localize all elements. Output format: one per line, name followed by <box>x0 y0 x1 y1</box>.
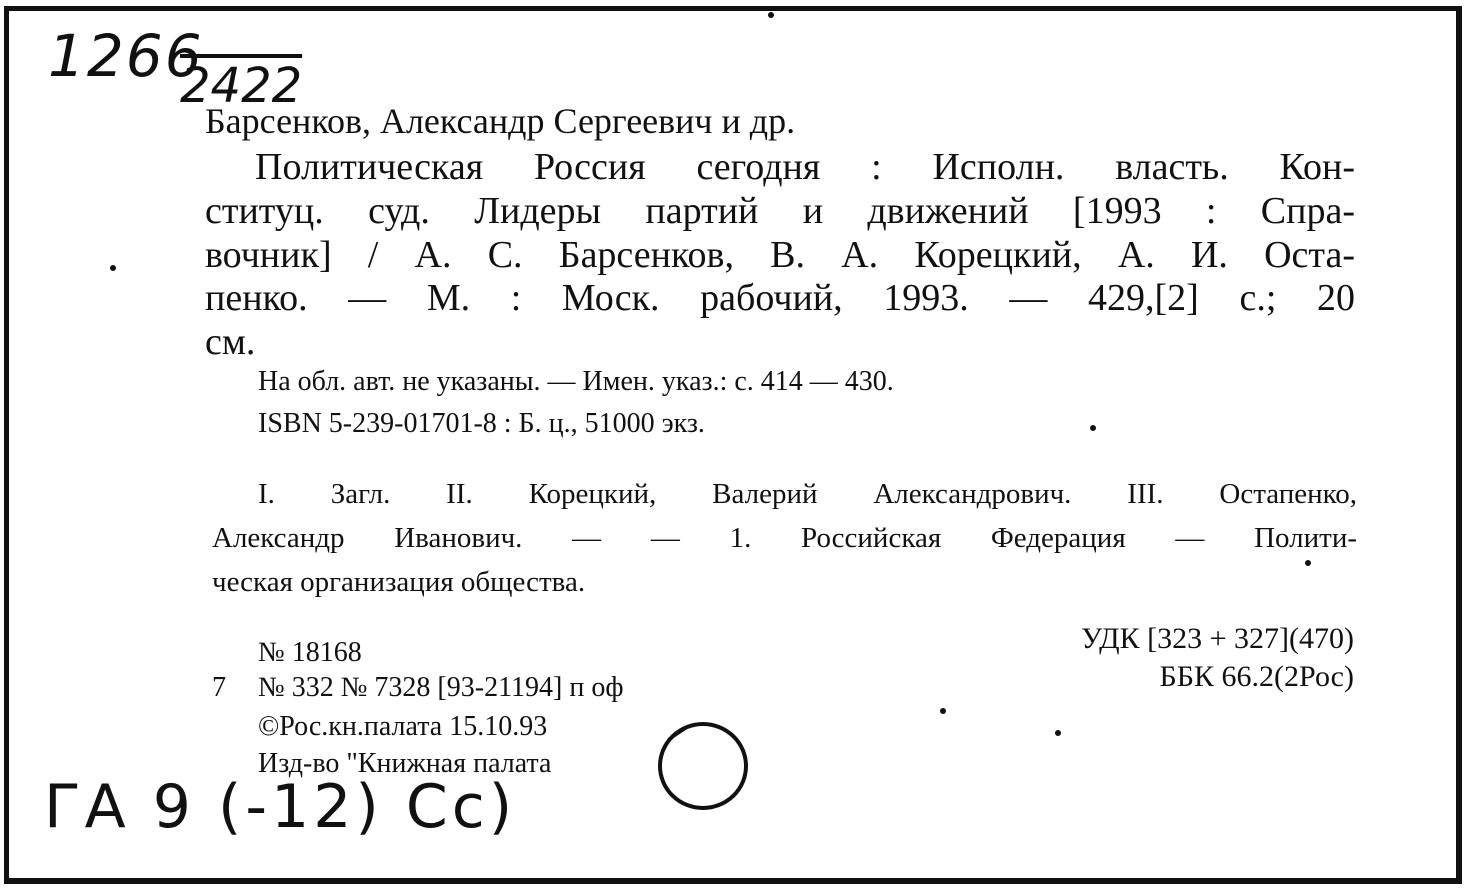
order-line: № 332 № 7328 [93-21194] п оф <box>258 672 624 703</box>
handwritten-sub-number: 2422 <box>180 58 303 114</box>
speck <box>768 12 774 18</box>
speck <box>940 708 946 714</box>
copyright-line: ©Рос.кн.палата 15.10.93 <box>258 711 548 742</box>
isbn-line: ISBN 5-239-01701-8 : Б. ц., 51000 экз. <box>258 408 705 439</box>
publisher-line: Изд-во "Книжная палата <box>258 748 552 779</box>
speck <box>1090 425 1096 431</box>
record-number: № 18168 <box>258 637 362 668</box>
author-heading: Барсенков, Александр Сергеевич и др. <box>205 101 796 141</box>
title-line-2: ституц. суд. Лидеры партий и движений [1993 : Спра- <box>205 190 1355 232</box>
subject-line-3: ческая организация общества. <box>212 566 586 598</box>
bbk-code: ББК 66.2(2Рос) <box>1159 660 1354 693</box>
speck <box>110 265 116 271</box>
title-line-4: пенко. — М. : Моск. рабочий, 1993. — 429,[2] с.; 20 <box>205 277 1355 319</box>
note-line: На обл. авт. не указаны. — Имен. указ.: с. 414 — 430. <box>258 366 894 397</box>
subject-line-1: I. Загл. II. Корецкий, Валерий Александрович. III. Остапенко, <box>258 478 1357 510</box>
title-line-3: вочник] / А. С. Барсенков, В. А. Корецкий, А. И. Оста- <box>205 234 1355 276</box>
handwritten-shelf-mark: ГА 9 (-12) Сс) <box>44 772 517 842</box>
title-line-1: Политическая Россия сегодня : Исполн. власть. Кон- <box>255 146 1355 188</box>
subject-line-2: Александр Иванович. — — 1. Российская Федерация — Полити- <box>212 522 1357 554</box>
speck <box>1055 730 1061 736</box>
handwritten-call-number: 1266 <box>48 22 204 90</box>
udc-code: УДК [323 + 327](470) <box>1080 622 1354 655</box>
speck <box>1305 560 1311 566</box>
stamp-circle-icon <box>656 720 750 812</box>
line-prefix: 7 <box>212 672 226 703</box>
title-line-5: см. <box>205 321 256 363</box>
